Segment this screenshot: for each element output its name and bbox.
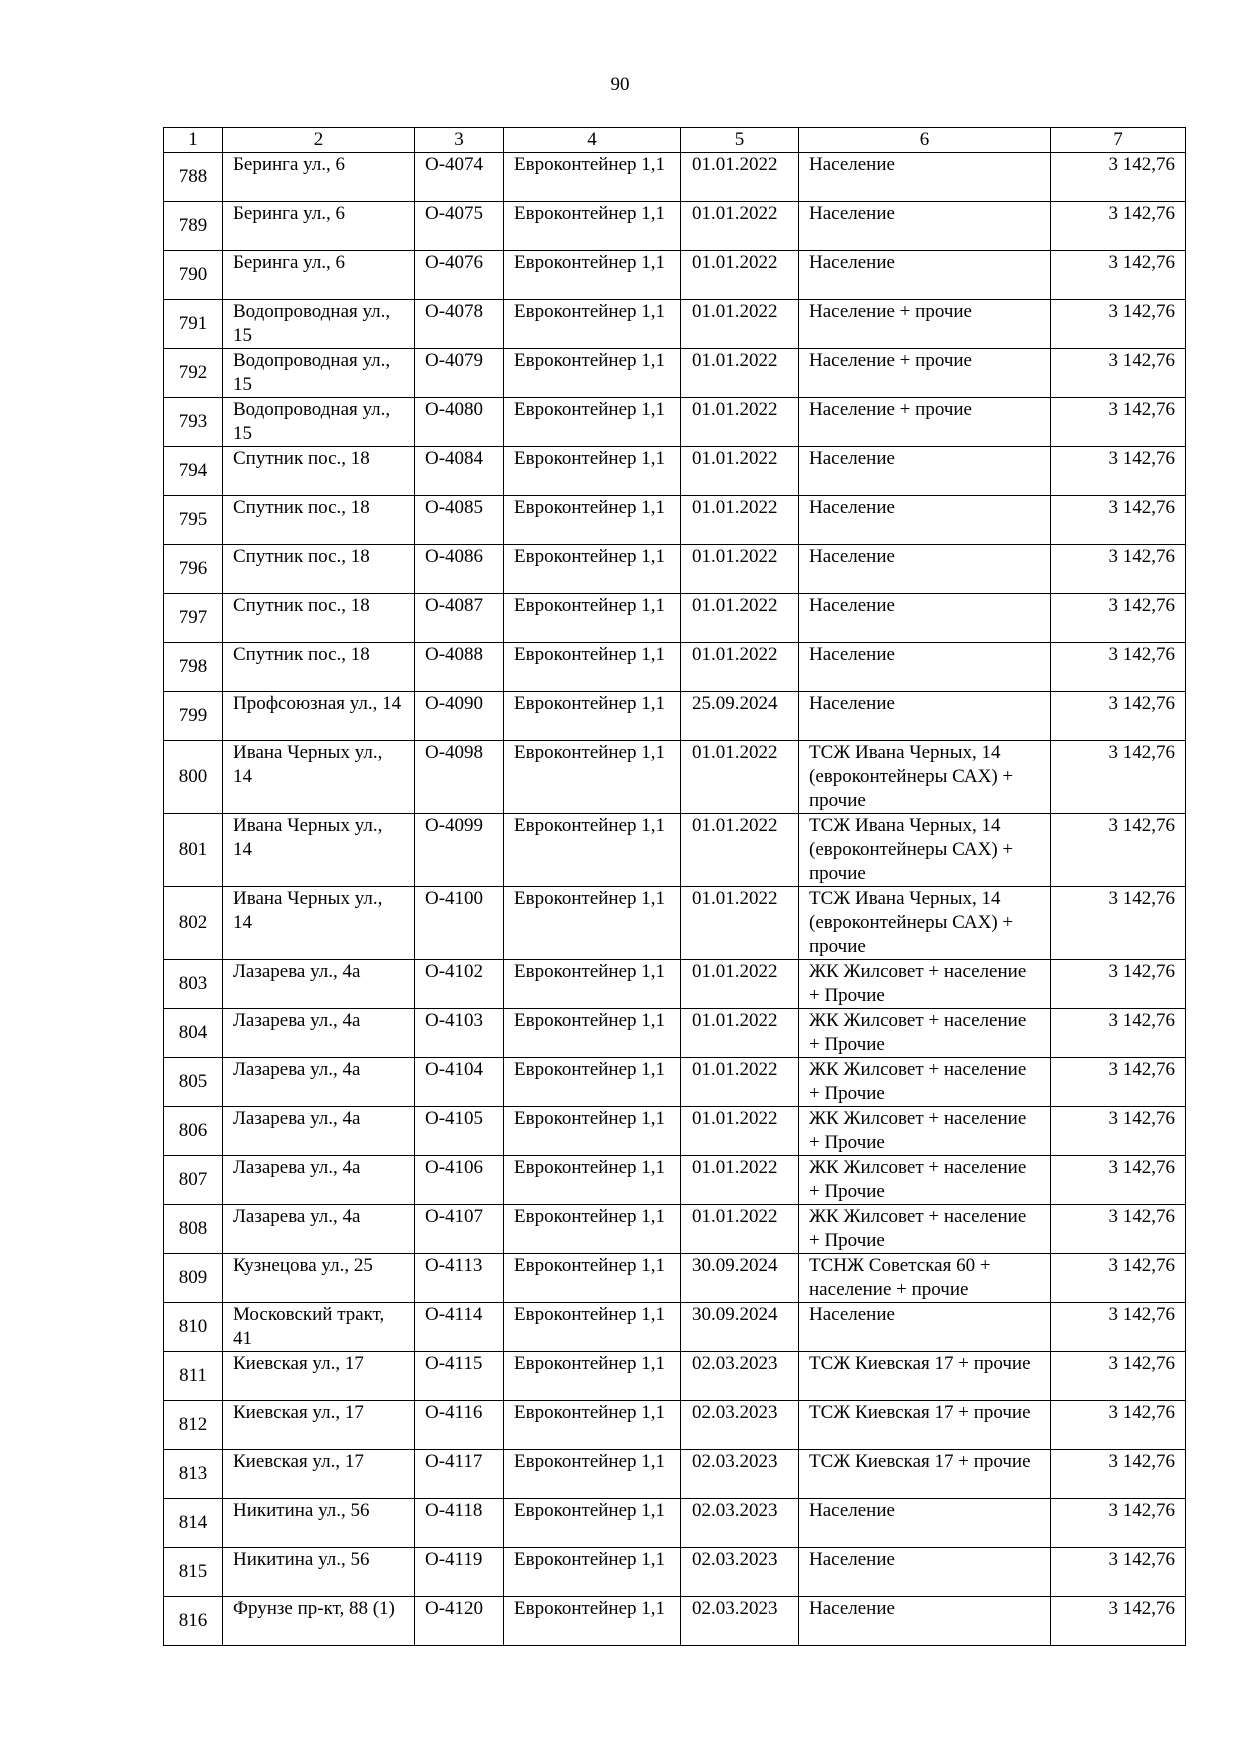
row-number: 794 (164, 447, 223, 496)
table-row (164, 251, 1186, 300)
amount-cell: 3 142,76 (1051, 1401, 1186, 1450)
address-cell: Ивана Черных ул., 14 (223, 814, 415, 887)
container-code-cell: О-4087 (415, 594, 504, 643)
amount-cell: 3 142,76 (1051, 1009, 1186, 1058)
amount-cell: 3 142,76 (1051, 398, 1186, 447)
table-row (164, 202, 1186, 251)
row-number: 816 (164, 1597, 223, 1646)
amount-cell: 3 142,76 (1051, 447, 1186, 496)
table-row (164, 349, 1186, 398)
date-cell: 25.09.2024 (681, 692, 799, 741)
address-cell: Спутник пос., 18 (223, 545, 415, 594)
amount-cell: 3 142,76 (1051, 1597, 1186, 1646)
container-code-cell: О-4079 (415, 349, 504, 398)
column-header: 6 (799, 128, 1051, 153)
category-cell: ТСЖ Киевская 17 + прочие (799, 1352, 1051, 1401)
table-row (164, 545, 1186, 594)
table-row (164, 300, 1186, 349)
table-row (164, 814, 1186, 887)
address-cell: Профсоюзная ул., 14 (223, 692, 415, 741)
container-type-cell: Евроконтейнер 1,1 (504, 202, 681, 251)
row-number: 808 (164, 1205, 223, 1254)
header-row (164, 128, 1186, 153)
column-header: 5 (681, 128, 799, 153)
address-cell: Лазарева ул., 4а (223, 1058, 415, 1107)
table-body (164, 153, 1186, 1646)
container-code-cell: О-4098 (415, 741, 504, 814)
table-row (164, 1156, 1186, 1205)
container-code-cell: О-4115 (415, 1352, 504, 1401)
amount-cell: 3 142,76 (1051, 496, 1186, 545)
row-number: 803 (164, 960, 223, 1009)
container-type-cell: Евроконтейнер 1,1 (504, 300, 681, 349)
date-cell: 01.01.2022 (681, 814, 799, 887)
container-type-cell: Евроконтейнер 1,1 (504, 1205, 681, 1254)
container-type-cell: Евроконтейнер 1,1 (504, 447, 681, 496)
category-cell: Население (799, 153, 1051, 202)
address-cell: Водопроводная ул., 15 (223, 349, 415, 398)
amount-cell: 3 142,76 (1051, 545, 1186, 594)
container-type-cell: Евроконтейнер 1,1 (504, 643, 681, 692)
container-type-cell: Евроконтейнер 1,1 (504, 594, 681, 643)
date-cell: 01.01.2022 (681, 300, 799, 349)
address-cell: Фрунзе пр-кт, 88 (1) (223, 1597, 415, 1646)
row-number: 805 (164, 1058, 223, 1107)
table-row (164, 1450, 1186, 1499)
amount-cell: 3 142,76 (1051, 349, 1186, 398)
table-row (164, 398, 1186, 447)
category-cell: Население + прочие (799, 300, 1051, 349)
address-cell: Спутник пос., 18 (223, 447, 415, 496)
address-cell: Киевская ул., 17 (223, 1450, 415, 1499)
amount-cell: 3 142,76 (1051, 1499, 1186, 1548)
amount-cell: 3 142,76 (1051, 960, 1186, 1009)
row-number: 798 (164, 643, 223, 692)
container-registry-table (163, 127, 1186, 1646)
container-code-cell: О-4080 (415, 398, 504, 447)
row-number: 796 (164, 545, 223, 594)
category-cell: Население (799, 643, 1051, 692)
container-code-cell: О-4075 (415, 202, 504, 251)
column-header: 3 (415, 128, 504, 153)
amount-cell: 3 142,76 (1051, 594, 1186, 643)
container-type-cell: Евроконтейнер 1,1 (504, 1254, 681, 1303)
row-number: 790 (164, 251, 223, 300)
container-type-cell: Евроконтейнер 1,1 (504, 496, 681, 545)
container-type-cell: Евроконтейнер 1,1 (504, 1156, 681, 1205)
container-type-cell: Евроконтейнер 1,1 (504, 349, 681, 398)
container-code-cell: О-4084 (415, 447, 504, 496)
table-row (164, 1009, 1186, 1058)
table-row (164, 1548, 1186, 1597)
amount-cell: 3 142,76 (1051, 202, 1186, 251)
amount-cell: 3 142,76 (1051, 1254, 1186, 1303)
container-code-cell: О-4104 (415, 1058, 504, 1107)
row-number: 815 (164, 1548, 223, 1597)
category-cell: Население (799, 545, 1051, 594)
amount-cell: 3 142,76 (1051, 1107, 1186, 1156)
row-number: 801 (164, 814, 223, 887)
table-row (164, 1058, 1186, 1107)
container-type-cell: Евроконтейнер 1,1 (504, 1303, 681, 1352)
date-cell: 01.01.2022 (681, 398, 799, 447)
address-cell: Лазарева ул., 4а (223, 1009, 415, 1058)
table-row (164, 447, 1186, 496)
date-cell: 01.01.2022 (681, 1156, 799, 1205)
container-code-cell: О-4105 (415, 1107, 504, 1156)
column-header: 2 (223, 128, 415, 153)
row-number: 802 (164, 887, 223, 960)
table-row (164, 692, 1186, 741)
address-cell: Беринга ул., 6 (223, 153, 415, 202)
address-cell: Спутник пос., 18 (223, 496, 415, 545)
container-type-cell: Евроконтейнер 1,1 (504, 251, 681, 300)
column-header: 4 (504, 128, 681, 153)
category-cell: Население (799, 251, 1051, 300)
date-cell: 01.01.2022 (681, 545, 799, 594)
amount-cell: 3 142,76 (1051, 741, 1186, 814)
category-cell: ЖК Жилсовет + население + Прочие (799, 1205, 1051, 1254)
container-code-cell: О-4113 (415, 1254, 504, 1303)
container-code-cell: О-4103 (415, 1009, 504, 1058)
amount-cell: 3 142,76 (1051, 251, 1186, 300)
table-row (164, 960, 1186, 1009)
container-type-cell: Евроконтейнер 1,1 (504, 398, 681, 447)
category-cell: ЖК Жилсовет + население + Прочие (799, 1156, 1051, 1205)
date-cell: 02.03.2023 (681, 1597, 799, 1646)
row-number: 789 (164, 202, 223, 251)
container-type-cell: Евроконтейнер 1,1 (504, 545, 681, 594)
container-code-cell: О-4117 (415, 1450, 504, 1499)
container-code-cell: О-4102 (415, 960, 504, 1009)
amount-cell: 3 142,76 (1051, 1205, 1186, 1254)
column-header: 7 (1051, 128, 1186, 153)
category-cell: Население (799, 496, 1051, 545)
container-type-cell: Евроконтейнер 1,1 (504, 960, 681, 1009)
amount-cell: 3 142,76 (1051, 1352, 1186, 1401)
date-cell: 30.09.2024 (681, 1303, 799, 1352)
table-row (164, 1254, 1186, 1303)
row-number: 800 (164, 741, 223, 814)
container-type-cell: Евроконтейнер 1,1 (504, 1009, 681, 1058)
address-cell: Лазарева ул., 4а (223, 960, 415, 1009)
container-code-cell: О-4106 (415, 1156, 504, 1205)
category-cell: Население (799, 447, 1051, 496)
table-row (164, 1597, 1186, 1646)
table-row (164, 153, 1186, 202)
address-cell: Спутник пос., 18 (223, 594, 415, 643)
container-type-cell: Евроконтейнер 1,1 (504, 1499, 681, 1548)
address-cell: Киевская ул., 17 (223, 1401, 415, 1450)
amount-cell: 3 142,76 (1051, 692, 1186, 741)
container-code-cell: О-4099 (415, 814, 504, 887)
column-header: 1 (164, 128, 223, 153)
address-cell: Водопроводная ул., 15 (223, 398, 415, 447)
container-code-cell: О-4107 (415, 1205, 504, 1254)
category-cell: Население (799, 202, 1051, 251)
row-number: 799 (164, 692, 223, 741)
amount-cell: 3 142,76 (1051, 153, 1186, 202)
category-cell: ТСЖ Ивана Черных, 14 (евроконтейнеры САХ) + прочие (799, 814, 1051, 887)
date-cell: 30.09.2024 (681, 1254, 799, 1303)
date-cell: 01.01.2022 (681, 251, 799, 300)
category-cell: ТСЖ Киевская 17 + прочие (799, 1450, 1051, 1499)
category-cell: ТСЖ Киевская 17 + прочие (799, 1401, 1051, 1450)
address-cell: Никитина ул., 56 (223, 1548, 415, 1597)
category-cell: ТСЖ Ивана Черных, 14 (евроконтейнеры САХ) + прочие (799, 741, 1051, 814)
date-cell: 01.01.2022 (681, 153, 799, 202)
category-cell: ЖК Жилсовет + население + Прочие (799, 960, 1051, 1009)
category-cell: Население (799, 692, 1051, 741)
container-type-cell: Евроконтейнер 1,1 (504, 1450, 681, 1499)
container-type-cell: Евроконтейнер 1,1 (504, 1597, 681, 1646)
container-type-cell: Евроконтейнер 1,1 (504, 1058, 681, 1107)
date-cell: 01.01.2022 (681, 960, 799, 1009)
date-cell: 02.03.2023 (681, 1450, 799, 1499)
container-type-cell: Евроконтейнер 1,1 (504, 1401, 681, 1450)
row-number: 806 (164, 1107, 223, 1156)
category-cell: Население (799, 1303, 1051, 1352)
table-row (164, 741, 1186, 814)
container-code-cell: О-4100 (415, 887, 504, 960)
table-row (164, 1401, 1186, 1450)
table-row (164, 496, 1186, 545)
row-number: 813 (164, 1450, 223, 1499)
category-cell: ТСЖ Ивана Черных, 14 (евроконтейнеры САХ) + прочие (799, 887, 1051, 960)
page-number: 90 (610, 74, 630, 95)
row-number: 807 (164, 1156, 223, 1205)
address-cell: Лазарева ул., 4а (223, 1107, 415, 1156)
address-cell: Беринга ул., 6 (223, 251, 415, 300)
amount-cell: 3 142,76 (1051, 1156, 1186, 1205)
category-cell: Население (799, 594, 1051, 643)
row-number: 788 (164, 153, 223, 202)
category-cell: ТСНЖ Советская 60 + население + прочие (799, 1254, 1051, 1303)
amount-cell: 3 142,76 (1051, 1548, 1186, 1597)
row-number: 793 (164, 398, 223, 447)
address-cell: Московский тракт, 41 (223, 1303, 415, 1352)
container-code-cell: О-4076 (415, 251, 504, 300)
date-cell: 01.01.2022 (681, 1009, 799, 1058)
container-code-cell: О-4085 (415, 496, 504, 545)
address-cell: Кузнецова ул., 25 (223, 1254, 415, 1303)
row-number: 804 (164, 1009, 223, 1058)
date-cell: 01.01.2022 (681, 1058, 799, 1107)
address-cell: Никитина ул., 56 (223, 1499, 415, 1548)
container-code-cell: О-4116 (415, 1401, 504, 1450)
address-cell: Водопроводная ул., 15 (223, 300, 415, 349)
row-number: 809 (164, 1254, 223, 1303)
date-cell: 01.01.2022 (681, 741, 799, 814)
amount-cell: 3 142,76 (1051, 643, 1186, 692)
row-number: 797 (164, 594, 223, 643)
container-type-cell: Евроконтейнер 1,1 (504, 1107, 681, 1156)
container-type-cell: Евроконтейнер 1,1 (504, 1352, 681, 1401)
address-cell: Беринга ул., 6 (223, 202, 415, 251)
row-number: 811 (164, 1352, 223, 1401)
table-row (164, 1499, 1186, 1548)
address-cell: Лазарева ул., 4а (223, 1156, 415, 1205)
container-code-cell: О-4119 (415, 1548, 504, 1597)
table-row (164, 887, 1186, 960)
date-cell: 02.03.2023 (681, 1352, 799, 1401)
container-type-cell: Евроконтейнер 1,1 (504, 1548, 681, 1597)
table-row (164, 1352, 1186, 1401)
container-type-cell: Евроконтейнер 1,1 (504, 692, 681, 741)
date-cell: 02.03.2023 (681, 1548, 799, 1597)
date-cell: 01.01.2022 (681, 594, 799, 643)
container-code-cell: О-4118 (415, 1499, 504, 1548)
row-number: 792 (164, 349, 223, 398)
category-cell: ЖК Жилсовет + население + Прочие (799, 1058, 1051, 1107)
category-cell: Население (799, 1499, 1051, 1548)
category-cell: Население + прочие (799, 349, 1051, 398)
amount-cell: 3 142,76 (1051, 1450, 1186, 1499)
address-cell: Киевская ул., 17 (223, 1352, 415, 1401)
container-code-cell: О-4090 (415, 692, 504, 741)
container-code-cell: О-4114 (415, 1303, 504, 1352)
table-row (164, 1205, 1186, 1254)
container-code-cell: О-4120 (415, 1597, 504, 1646)
amount-cell: 3 142,76 (1051, 814, 1186, 887)
row-number: 814 (164, 1499, 223, 1548)
address-cell: Спутник пос., 18 (223, 643, 415, 692)
container-code-cell: О-4086 (415, 545, 504, 594)
category-cell: ЖК Жилсовет + население + Прочие (799, 1107, 1051, 1156)
container-type-cell: Евроконтейнер 1,1 (504, 741, 681, 814)
table-row (164, 643, 1186, 692)
amount-cell: 3 142,76 (1051, 300, 1186, 349)
category-cell: Население + прочие (799, 398, 1051, 447)
date-cell: 02.03.2023 (681, 1499, 799, 1548)
address-cell: Лазарева ул., 4а (223, 1205, 415, 1254)
table-row (164, 1303, 1186, 1352)
table-row (164, 594, 1186, 643)
date-cell: 01.01.2022 (681, 1107, 799, 1156)
date-cell: 01.01.2022 (681, 447, 799, 496)
container-type-cell: Евроконтейнер 1,1 (504, 814, 681, 887)
address-cell: Ивана Черных ул., 14 (223, 741, 415, 814)
address-cell: Ивана Черных ул., 14 (223, 887, 415, 960)
container-code-cell: О-4074 (415, 153, 504, 202)
row-number: 812 (164, 1401, 223, 1450)
amount-cell: 3 142,76 (1051, 1058, 1186, 1107)
amount-cell: 3 142,76 (1051, 1303, 1186, 1352)
container-code-cell: О-4088 (415, 643, 504, 692)
amount-cell: 3 142,76 (1051, 887, 1186, 960)
container-code-cell: О-4078 (415, 300, 504, 349)
row-number: 791 (164, 300, 223, 349)
date-cell: 02.03.2023 (681, 1401, 799, 1450)
date-cell: 01.01.2022 (681, 887, 799, 960)
category-cell: Население (799, 1548, 1051, 1597)
date-cell: 01.01.2022 (681, 643, 799, 692)
container-type-cell: Евроконтейнер 1,1 (504, 887, 681, 960)
date-cell: 01.01.2022 (681, 349, 799, 398)
category-cell: Население (799, 1597, 1051, 1646)
date-cell: 01.01.2022 (681, 1205, 799, 1254)
table-row (164, 1107, 1186, 1156)
row-number: 810 (164, 1303, 223, 1352)
row-number: 795 (164, 496, 223, 545)
date-cell: 01.01.2022 (681, 496, 799, 545)
category-cell: ЖК Жилсовет + население + Прочие (799, 1009, 1051, 1058)
container-type-cell: Евроконтейнер 1,1 (504, 153, 681, 202)
date-cell: 01.01.2022 (681, 202, 799, 251)
